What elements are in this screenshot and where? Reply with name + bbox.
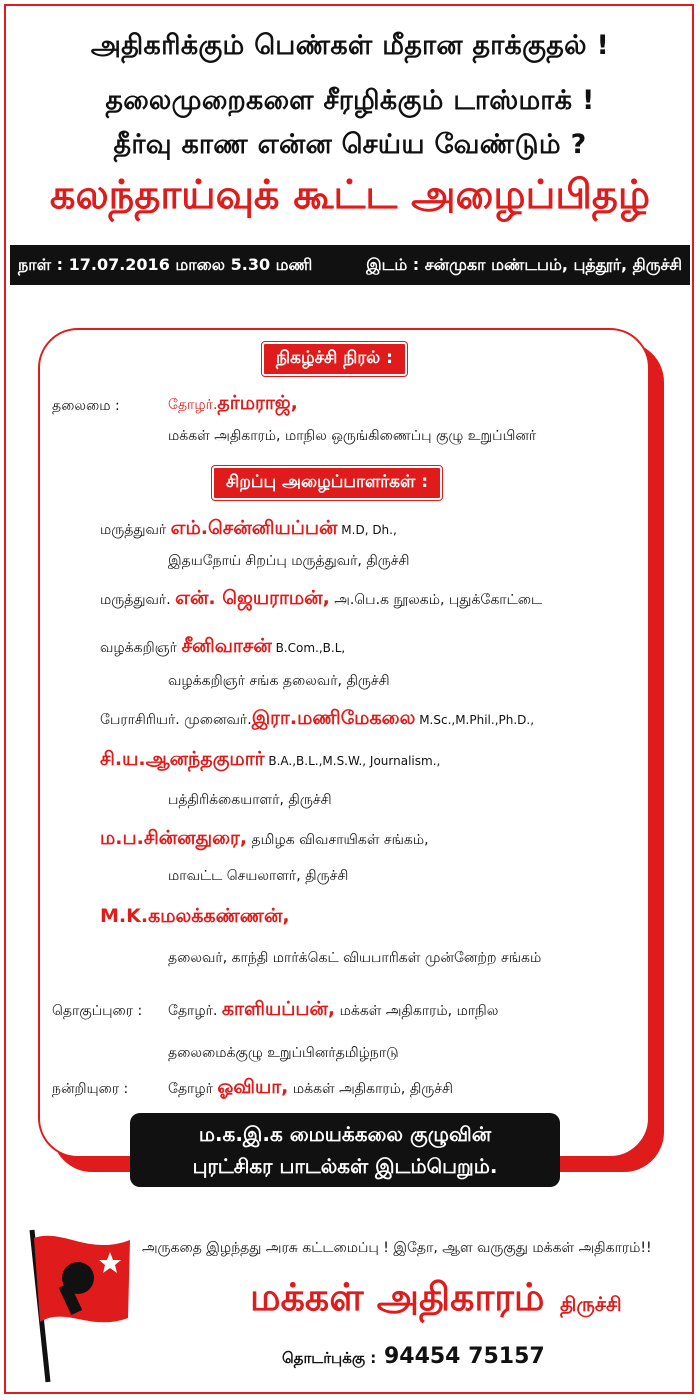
headline-line-2: தலைமுறைகளை சீரழிக்கும் டாஸ்மாக் ! [105, 85, 595, 116]
red-flag-fist-icon [18, 1226, 138, 1386]
thanks-name: ஓவியா, [217, 1076, 289, 1098]
songs-line-1: ம.க.இ.க மையக்கலை குழுவின் [198, 1122, 492, 1146]
footer-slogan: அருகதை இழந்தது அரசு கட்டமைப்பு ! இதோ, ஆள வருகுது மக்கள் அதிகாரம்!! [142, 1240, 652, 1256]
guest-role: மாவட்ட செயலாளர், திருச்சி [168, 868, 349, 884]
guest-name: இரா.மணிமேகலை [251, 707, 416, 729]
guest-line [100, 748, 440, 773]
program-heading: நிகழ்ச்சி நிரல் : [262, 342, 407, 376]
thanks-prefix: தோழர் [168, 1081, 213, 1097]
guest-name: எம்.சென்னியப்பன் [170, 517, 338, 539]
guest-name: சீனிவாசன் [181, 635, 272, 657]
guest-role: தலைவர், காந்தி மார்க்கெட் வியபாரிகள் முன்னேற்ற சங்கம் [168, 950, 542, 966]
event-venue: இடம் : சன்முகா மண்டபம், புத்தூர், திருச்சி [366, 254, 682, 274]
guest-line [100, 905, 290, 930]
songs-line-2: புரட்சிகர பாடல்கள் இடம்பெறும். [192, 1154, 498, 1178]
guest-name: சி.ய.ஆனந்தகுமார் [100, 748, 265, 770]
thanks-line [168, 1076, 453, 1101]
guest-suffix: B.A.,B.L.,M.S.W., Journalism., [264, 754, 441, 768]
headline-line-1: அதிகரிக்கும் பெண்கள் மீதான தாக்குதல் ! [90, 30, 610, 61]
guest-suffix: B.Com.,B.L, [271, 641, 346, 655]
chair-name: தர்மராஜ், [217, 392, 298, 414]
headline-line-3: தீர்வு காண என்ன செய்ய வேண்டும் ? [113, 129, 587, 160]
guest-role: இதயநோய் சிறப்பு மருத்துவர், திருச்சி [168, 553, 410, 569]
thanks-label: நன்றியுரை : [52, 1081, 129, 1097]
summary-label: தொகுப்புரை : [52, 1003, 143, 1019]
chair-label: தலைமை : [52, 398, 120, 414]
guest-suffix: M.Sc.,M.Phil.,Ph.D., [415, 713, 535, 727]
guest-suffix: அ.பெ.க நூலகம், புதுக்கோட்டை [329, 592, 543, 608]
guest-name: என். ஜெயராமன், [175, 587, 330, 609]
guests-heading: சிறப்பு அழைப்பாளர்கள் : [212, 466, 442, 500]
guest-role: வழக்கறிஞர் சங்க தலைவர், திருச்சி [168, 673, 390, 689]
event-date: நாள் : 17.07.2016 மாலை 5.30 மணி [18, 254, 313, 274]
songs-banner [130, 1113, 560, 1187]
guest-line [100, 635, 345, 660]
summary-role: தலைமைக்குழு உறுப்பினர்தமிழ்நாடு [168, 1045, 399, 1061]
chair-prefix: தோழர். [168, 397, 218, 413]
summary-line [168, 998, 498, 1023]
guest-line [100, 587, 542, 612]
summary-prefix: தோழர். [168, 1003, 218, 1019]
guest-role: பத்திரிக்கையாளர், திருச்சி [168, 792, 332, 808]
guest-suffix: தமிழக விவசாயிகள் சங்கம், [247, 832, 429, 848]
guest-prefix: மருத்துவர் [100, 522, 167, 538]
summary-suffix: மக்கள் அதிகாரம், மாநில [335, 1003, 499, 1019]
organization-city: திருச்சி [560, 1292, 622, 1316]
guest-name: M.K.கமலக்கண்ணன், [100, 905, 290, 927]
guest-prefix: மருத்துவர். [100, 592, 171, 608]
thanks-suffix: மக்கள் அதிகாரம், திருச்சி [288, 1081, 453, 1097]
organization-name: மக்கள் அதிகாரம் [250, 1275, 545, 1319]
guest-suffix: M.D, Dh., [337, 523, 397, 537]
program-panel [38, 328, 650, 1158]
contact-line [282, 1344, 545, 1369]
chair-line [168, 392, 298, 417]
invitation-title: கலந்தாய்வுக் கூட்ட அழைப்பிதழ் [49, 172, 651, 218]
contact-label: தொடர்புக்கு : [282, 1349, 377, 1367]
guest-line [100, 827, 429, 852]
summary-name: காளியப்பன், [221, 998, 336, 1020]
guest-prefix: பேராசிரியர். முனைவர். [100, 712, 252, 728]
chair-role: மக்கள் அதிகாரம், மாநில ஒருங்கிணைப்பு குழு உறுப்பினர் [168, 428, 537, 444]
guest-line [100, 707, 534, 732]
guest-name: ம.ப.சின்னதுரை, [100, 827, 248, 849]
guest-line [100, 517, 397, 542]
guest-prefix: வழக்கறிஞர் [100, 640, 177, 656]
contact-phone: 94454 75157 [383, 1344, 545, 1369]
date-venue-bar [10, 245, 690, 285]
